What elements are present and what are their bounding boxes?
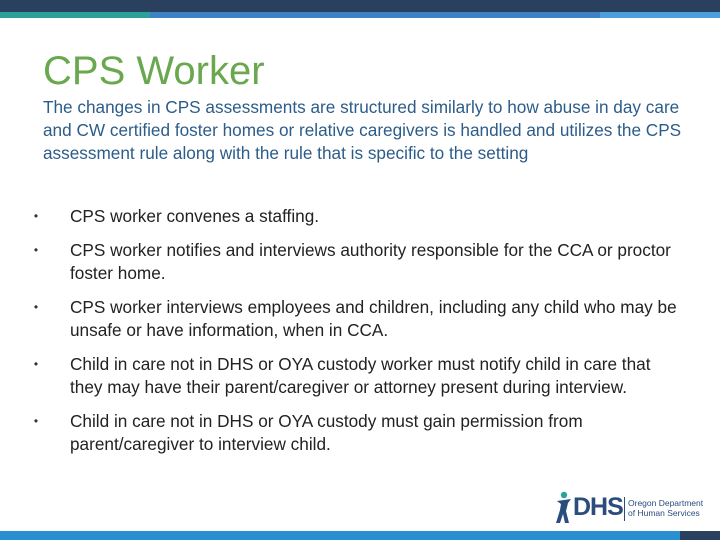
- person-figure-icon: [555, 491, 573, 525]
- top-bar-dark-band: [0, 0, 720, 12]
- bottom-bar-dark-segment: [680, 531, 720, 540]
- bullet-item: [30, 296, 680, 342]
- bullet-text: CPS worker interviews employees and children, including any child who may be unsafe or have information, when in CCA.: [70, 297, 677, 340]
- logo-line-2: of Human Services: [628, 508, 700, 518]
- intro-paragraph: The changes in CPS assessments are structured similarly to how abuse in day care and CW certified foster homes or relative caregivers is handled and utilizes the CPS assessment rule along with the rule that is specific to the setting: [43, 97, 682, 163]
- bottom-decorative-bar: [0, 531, 720, 540]
- bullet-icon: •: [33, 300, 39, 314]
- top-bar-teal-band: [0, 12, 150, 18]
- top-bar-blue-band: [600, 12, 720, 18]
- logo-divider: [624, 497, 625, 521]
- bullet-text: Child in care not in DHS or OYA custody worker must notify child in care that they may have their parent/caregiver or attorney present during interview.: [70, 354, 651, 397]
- bullet-item: [30, 410, 680, 456]
- bullet-icon: •: [33, 414, 39, 428]
- bullet-icon: •: [33, 209, 39, 223]
- bullet-item: [30, 239, 680, 285]
- top-decorative-bar: [0, 0, 720, 18]
- bullet-text: CPS worker notifies and interviews authority responsible for the CCA or proctor foster home.: [70, 240, 671, 283]
- bullet-text: Child in care not in DHS or OYA custody must gain permission from parent/caregiver to interview child.: [70, 411, 583, 454]
- logo-subtitle: [628, 498, 703, 518]
- dhs-logo: [555, 491, 705, 525]
- bullet-item: [30, 205, 680, 228]
- bullet-item: [30, 353, 680, 399]
- bullet-list: [30, 205, 680, 467]
- bullet-text: CPS worker convenes a staffing.: [70, 206, 320, 226]
- logo-abbr: DHS: [573, 493, 623, 521]
- slide-title: CPS Worker: [43, 49, 265, 93]
- bullet-icon: •: [33, 243, 39, 257]
- bullet-icon: •: [33, 357, 39, 371]
- logo-line-1: Oregon Department: [628, 498, 704, 508]
